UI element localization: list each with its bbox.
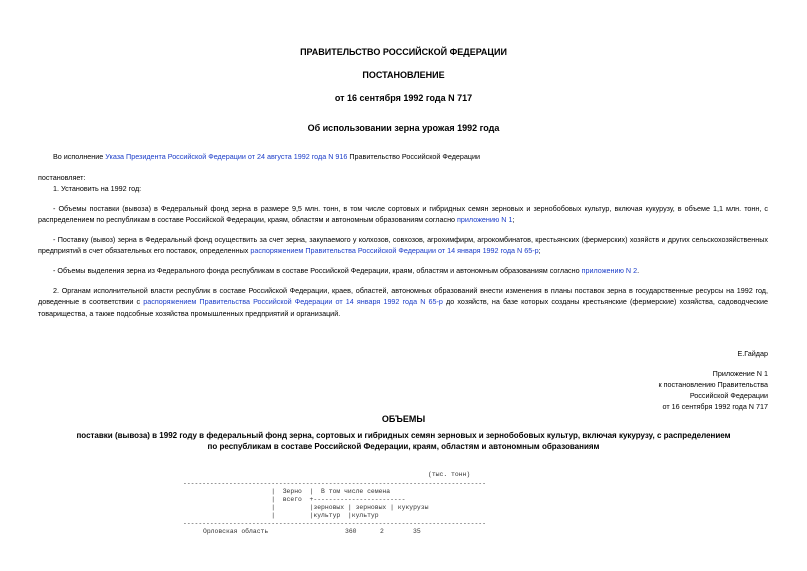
volumes-text: - Объемы поставки (вывоза) в Федеральный фонд зерна в размере 9,5 млн. тонн, в том числе сортовых и гибридных семян зерновых и зернобобовых культур, включая кукурузу, в объеме 1,1 млн. тонн, с распределением по республикам в составе Российской Федерации, краям, областям и автономным образованиям согласно [38,204,768,225]
document-date-number: от 16 сентября 1992 года N 717 [334,93,473,103]
government-heading: ПРАВИТЕЛЬСТВО РОССИЙСКОЙ ФЕДЕРАЦИИ [300,47,507,57]
table-units: (тыс. тонн) [428,471,471,478]
appendix-2-link[interactable]: приложению N 2 [581,266,638,275]
table-row-corn: 35 [413,528,421,535]
volumes-subtitle-line-2: по республикам в составе Российской Федерации, краям, областям и автономным образованиям [207,442,600,451]
appendix-1-link[interactable]: приложению N 1 [457,215,513,225]
allocation-end: . [637,266,640,275]
appendix-line-2: к постановлению Правительства [658,380,768,389]
item-1-text: 1. Установить на 1992 год: [53,184,142,193]
volumes-subtitle [36,430,771,452]
volumes-paragraph [38,203,768,226]
table-row-region: Орловская область [203,528,269,535]
table-row-grain: 2 [380,528,384,535]
table-row-total: 360 [345,528,357,535]
table-rule-top: ------------------------------------------------------------------------------- [183,480,486,487]
supply-end: ; [538,246,541,256]
appendix-line-3: Российской Федерации [689,391,768,400]
volumes-subtitle-line-1: поставки (вывоза) в 1992 году в федеральный фонд зерна, сортовых и гибридных семян зерновых и зернобобовых культур, включая кукурузу, с распределением [76,431,731,440]
document-title: Об использовании зерна урожая 1992 года [307,123,500,133]
appendix-line-1: Приложение N 1 [712,369,768,378]
signature: Е.Гайдар [737,349,768,358]
supply-text: - Поставку (вывоз) зерна в Федеральный фонд осуществить за счет зерна, закупаемого у колхозов, совхозов, агрохимфирм, агрокомбинатов, крестьянских (фермерских) хозяйств и других сельскохозяйственных предприятий в счет обязательных его поставок, определенных [38,235,768,256]
supply-paragraph [38,234,768,257]
allocation-paragraph [38,265,768,276]
intro-suffix: Правительство Российской Федерации [347,152,481,161]
allocation-text: - Объемы выделения зерна из Федерального фонда республикам в составе Российской Федерации, краям, областям и автономным образованиям согласно [53,266,582,275]
table-header-block: | Зерно | В том числе семена | всего +------------------------ | |зерновых | зерновых | кукурузы | |культур |культур [271,488,429,519]
table-rule-bottom: ------------------------------------------------------------------------------- [183,520,486,527]
item-2-end: до хозяйств, на базе которых созданы крестьянские (фермерские) хозяйства, садоводческие товарищества, а также подсобные хозяйства промышленных предприятий и организаций. [38,297,768,318]
volumes-title: ОБЪЕМЫ [381,414,426,424]
intro-paragraph [38,151,768,162]
item-2-paragraph [38,285,768,319]
resolves-text: постановляет: [38,173,86,182]
intro-prefix: Во исполнение [53,152,106,161]
document-type: ПОСТАНОВЛЕНИЕ [362,70,445,80]
order-65r-link[interactable]: распоряжением Правительства Российской Федерации от 14 января 1992 года N 65-р [250,246,539,256]
decree-link[interactable]: Указа Президента Российской Федерации от 24 августа 1992 года N 916 [105,152,348,161]
appendix-line-4: от 16 сентября 1992 года N 717 [662,402,768,411]
order-65r-link-2[interactable]: распоряжением Правительства Российской Федерации от 14 января 1992 года N 65-р [143,297,443,307]
item-2-text: 2. Органам исполнительной власти республик в составе Российской Федерации, краев, областей, автономных образований внести изменения в планы поставок зерна в государственные ресурсы на 1992 год, доведенные в соответствии с [38,286,768,307]
volumes-end: ; [512,215,515,225]
